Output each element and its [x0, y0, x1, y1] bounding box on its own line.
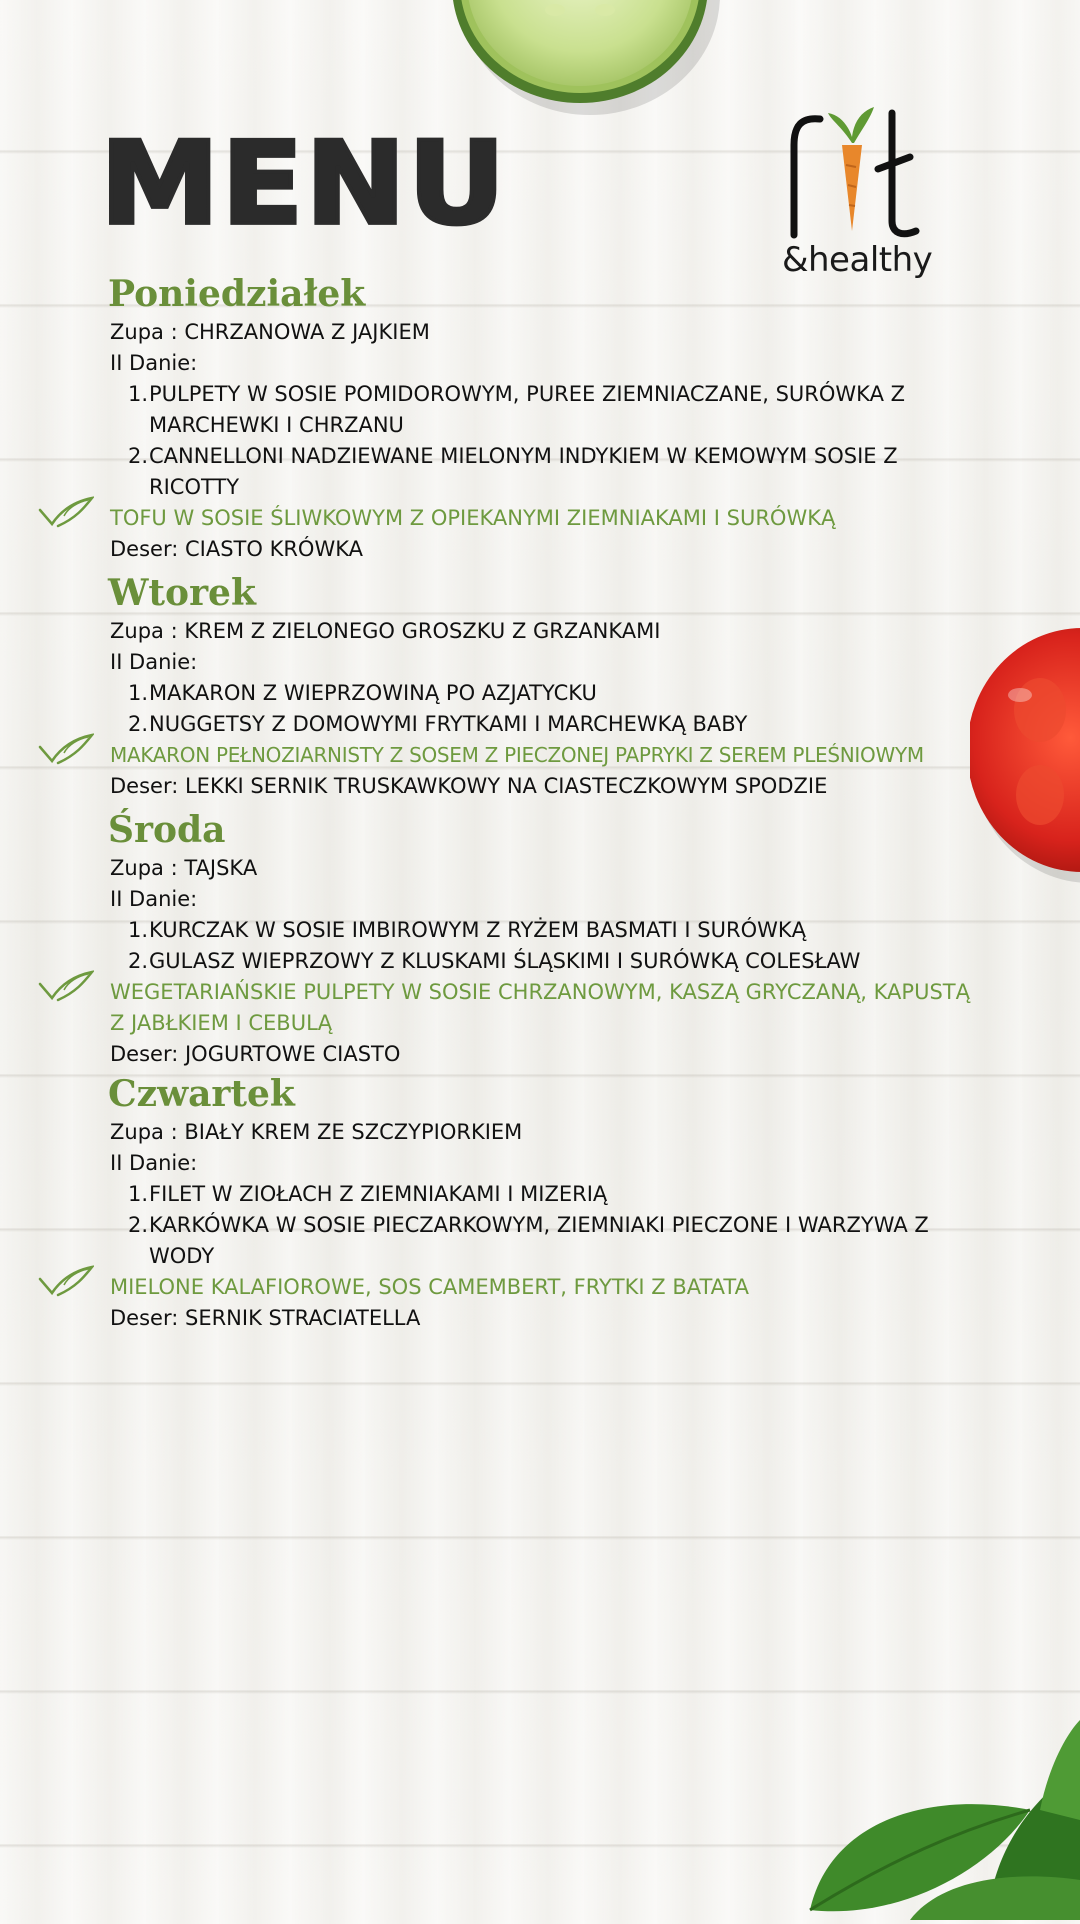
dessert-line	[110, 1039, 400, 1070]
dessert-line	[110, 534, 363, 565]
soup-line	[110, 317, 430, 348]
item-text: KURCZAK W SOSIE IMBIROWYM Z RYŻEM BASMATI I SURÓWKĄ	[149, 918, 806, 942]
dessert-label: Deser:	[110, 1306, 179, 1330]
item-text: KARKÓWKA W SOSIE PIECZARKOWYM, ZIEMNIAKI PIECZONE I WARZYWA Z WODY	[149, 1213, 929, 1268]
leaf-check-icon	[38, 968, 94, 1002]
main-course-item	[128, 441, 948, 503]
soup-name: CHRZANOWA Z JAJKIEM	[184, 320, 430, 344]
vegetarian-dish: WEGETARIAŃSKIE PULPETY W SOSIE CHRZANOWYM, KASZĄ GRYCZANĄ, KAPUSTĄ Z JABŁKIEM I CEBULĄ	[110, 980, 970, 1035]
item-number: 1.	[128, 1182, 149, 1206]
main-course-label: II Danie:	[110, 650, 198, 674]
tomato-icon	[970, 620, 1080, 894]
dessert-line	[110, 1303, 420, 1334]
vegetarian-dish: MAKARON PEŁNOZIARNISTY Z SOSEM Z PIECZONEJ PAPRYKI Z SEREM PLEŚNIOWYM	[110, 743, 924, 767]
item-text: NUGGETSY Z DOMOWYMI FRYTKAMI I MARCHEWKĄ BABY	[149, 712, 748, 736]
fit-healthy-logo	[770, 85, 940, 285]
item-text: FILET W ZIOŁACH Z ZIEMNIAKAMI I MIZERIĄ	[149, 1182, 608, 1206]
vegetarian-dish: TOFU W SOSIE ŚLIWKOWYM Z OPIEKANYMI ZIEMNIAKAMI I SURÓWKĄ	[110, 506, 836, 530]
main-course-item	[128, 1179, 948, 1210]
item-number: 2.	[128, 712, 149, 736]
main-course-item	[128, 709, 948, 740]
soup-label: Zupa :	[110, 856, 178, 880]
vegetarian-dish: MIELONE KALAFIOROWE, SOS CAMEMBERT, FRYTKI Z BATATA	[110, 1275, 749, 1299]
dessert-name: CIASTO KRÓWKA	[184, 537, 363, 561]
item-number: 2.	[128, 444, 149, 468]
dessert-name: SERNIK STRACIATELLA	[184, 1306, 421, 1330]
dessert-label: Deser:	[110, 537, 179, 561]
item-text: CANNELLONI NADZIEWANE MIELONYM INDYKIEM W KEMOWYM SOSIE Z RICOTTY	[149, 444, 898, 499]
soup-line	[110, 616, 660, 647]
item-text: GULASZ WIEPRZOWY Z KLUSKAMI ŚLĄSKIMI I SURÓWKĄ COLESŁAW	[149, 949, 861, 973]
leaf-check-icon	[38, 731, 94, 765]
soup-label: Zupa :	[110, 1120, 178, 1144]
soup-line	[110, 853, 257, 884]
item-text: PULPETY W SOSIE POMIDOROWYM, PUREE ZIEMNIACZANE, SURÓWKA Z MARCHEWKI I CHRZANU	[149, 382, 906, 437]
main-course-item	[128, 946, 948, 977]
dessert-label: Deser:	[110, 1042, 179, 1066]
logo-tagline: &healthy	[782, 240, 933, 280]
day-heading: Czwartek	[108, 1073, 295, 1115]
item-number: 1.	[128, 382, 149, 406]
day-heading: Wtorek	[108, 572, 256, 614]
day-heading: Poniedziałek	[108, 273, 366, 315]
item-number: 1.	[128, 681, 149, 705]
main-course-label: II Danie:	[110, 887, 198, 911]
soup-name: KREM Z ZIELONEGO GROSZKU Z GRZANKAMI	[184, 619, 661, 643]
soup-line	[110, 1117, 522, 1148]
soup-name: BIAŁY KREM ZE SZCZYPIORKIEM	[184, 1120, 523, 1144]
leaf-check-icon	[38, 494, 94, 528]
leaf-check-icon	[38, 1263, 94, 1297]
dessert-name: JOGURTOWE CIASTO	[184, 1042, 401, 1066]
item-number: 2.	[128, 1213, 149, 1237]
soup-name: TAJSKA	[184, 856, 258, 880]
fit-logo-icon	[770, 85, 940, 245]
dessert-name: LEKKI SERNIK TRUSKAWKOWY NA CIASTECZKOWYM SPODZIE	[184, 774, 828, 798]
main-course-item	[128, 379, 948, 441]
soup-label: Zupa :	[110, 320, 178, 344]
dessert-label: Deser:	[110, 774, 179, 798]
item-number: 2.	[128, 949, 149, 973]
day-heading: Środa	[108, 809, 226, 851]
item-number: 1.	[128, 918, 149, 942]
item-text: MAKARON Z WIEPRZOWINĄ PO AZJATYCKU	[149, 681, 597, 705]
soup-label: Zupa :	[110, 619, 178, 643]
dessert-line	[110, 771, 827, 802]
menu-title: MENU	[100, 118, 508, 251]
main-course-label: II Danie:	[110, 351, 198, 375]
main-course-label: II Danie:	[110, 1151, 198, 1175]
main-course-item	[128, 678, 948, 709]
main-course-item	[128, 1210, 948, 1272]
basil-leaves-icon	[790, 1700, 1080, 1924]
main-course-item	[128, 915, 948, 946]
